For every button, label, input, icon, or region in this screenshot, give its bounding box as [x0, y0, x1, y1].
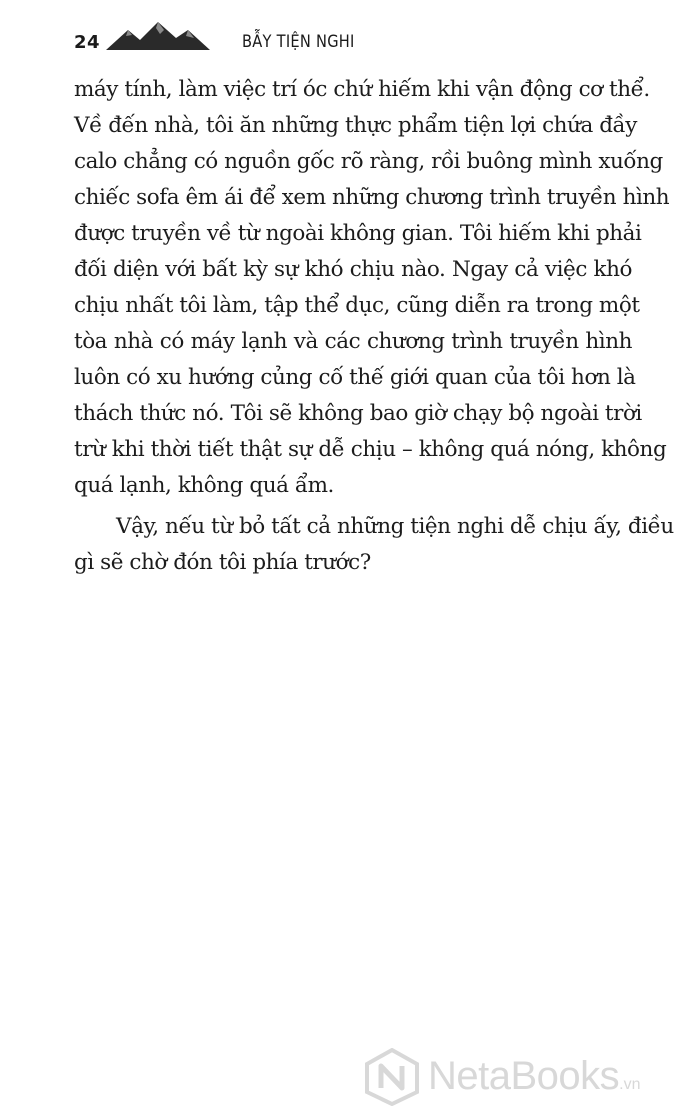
- page-content: [74, 72, 674, 581]
- text-line: trừ khi thời tiết thật sự dễ chịu – không quá nóng, không: [74, 437, 667, 462]
- text-line: chiếc sofa êm ái để xem những chương trình truyền hình: [74, 185, 670, 210]
- page-header: [74, 22, 634, 62]
- text-line: quá lạnh, không quá ẩm.: [74, 473, 334, 498]
- text-line: calo chẳng có nguồn gốc rõ ràng, rồi buông mình xuống: [74, 149, 663, 174]
- text-line: Về đến nhà, tôi ăn những thực phẩm tiện lợi chứa đầy: [74, 113, 637, 138]
- paragraph-2: [74, 509, 674, 581]
- watermark-brand: NetaBooks.vn: [428, 1054, 641, 1098]
- netabooks-watermark: [364, 1048, 694, 1108]
- text-line: gì sẽ chờ đón tôi phía trước?: [74, 550, 371, 575]
- text-line: thách thức nó. Tôi sẽ không bao giờ chạy bộ ngoài trời: [74, 401, 642, 426]
- text-line: được truyền về từ ngoài không gian. Tôi hiếm khi phải: [74, 221, 642, 246]
- text-line: tòa nhà có máy lạnh và các chương trình truyền hình: [74, 329, 632, 354]
- book-title: BẪY TIỆN NGHI: [242, 32, 355, 52]
- text-line: luôn có xu hướng củng cố thế giới quan của tôi hơn là: [74, 365, 636, 390]
- text-line: máy tính, làm việc trí óc chứ hiếm khi vận động cơ thể.: [74, 77, 650, 102]
- text-line: chịu nhất tôi làm, tập thể dục, cũng diễn ra trong một: [74, 293, 640, 318]
- watermark-suffix: .vn: [619, 1076, 641, 1093]
- text-line: Vậy, nếu từ bỏ tất cả những tiện nghi dễ chịu ấy, điều: [116, 514, 674, 539]
- page-number: 24: [74, 32, 101, 53]
- netabooks-n-icon: [364, 1048, 420, 1106]
- mountain-icon: [106, 22, 236, 50]
- paragraph-1: [74, 72, 670, 504]
- text-line: đối diện với bất kỳ sự khó chịu nào. Ngay cả việc khó: [74, 257, 632, 282]
